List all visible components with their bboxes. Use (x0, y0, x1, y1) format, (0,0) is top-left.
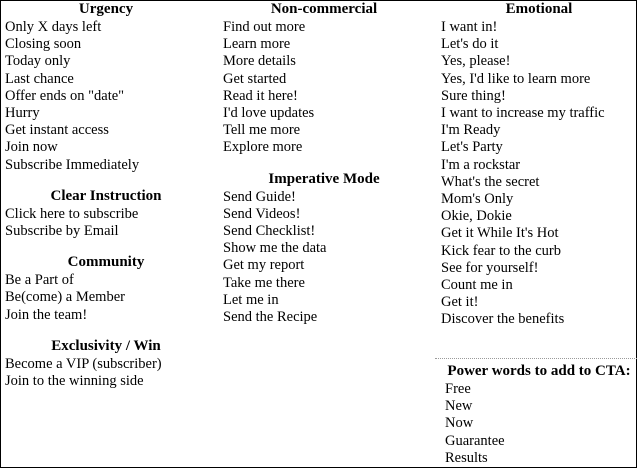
section-heading: Emotional (505, 1, 573, 17)
list-item: Send the Recipe (223, 309, 318, 326)
list-item: Offer ends on "date" (5, 87, 125, 104)
section-emotional (441, 1, 637, 329)
section-urgency (5, 1, 217, 174)
power-words-box (435, 358, 637, 467)
section-list (223, 19, 435, 157)
list-item: Get started (223, 70, 287, 87)
list-item: Subscribe Immediately (5, 156, 140, 173)
list-item: Send Videos! (223, 205, 301, 222)
list-item: Get it! (441, 294, 479, 311)
power-words-list (441, 381, 637, 467)
list-item: I'm Ready (441, 122, 501, 139)
list-item: I'm a rockstar (441, 156, 521, 173)
section-list (441, 19, 637, 329)
section-list (5, 356, 217, 390)
section-clear-instruction (5, 188, 217, 240)
section-heading: Imperative Mode (268, 170, 380, 187)
list-item: Show me the data (223, 240, 327, 257)
section-community (5, 254, 217, 324)
list-item: I want in! (441, 19, 498, 35)
list-item: Last chance (5, 70, 74, 87)
list-item: Kick fear to the curb (441, 242, 561, 259)
list-item: Join now (5, 139, 58, 156)
list-item: Be a Part of (5, 272, 74, 289)
list-item: Closing soon (5, 36, 82, 53)
section-heading: Community (67, 254, 145, 271)
list-item: Sure thing! (441, 87, 506, 104)
list-item: Get my report (223, 257, 305, 274)
list-item: Learn more (223, 36, 291, 53)
list-item: Now (445, 415, 474, 432)
column-left (1, 1, 217, 390)
section-imperative-mode (223, 171, 435, 327)
list-item: Hurry (5, 105, 40, 122)
list-item: I'd love updates (223, 105, 315, 122)
list-item: Yes, please! (441, 53, 511, 70)
list-item: New (445, 398, 473, 415)
section-list (5, 206, 217, 240)
list-item: Count me in (441, 277, 513, 294)
list-item: Guarantee (445, 432, 505, 449)
list-item: Today only (5, 53, 71, 70)
list-item: Okie, Dokie (441, 208, 512, 225)
section-heading: Exclusivity / Win (51, 337, 161, 354)
list-item: Subscribe by Email (5, 223, 119, 240)
section-heading: Urgency (78, 1, 134, 17)
list-item: Find out more (223, 19, 306, 35)
list-item: Let's Party (441, 139, 503, 156)
list-item: Explore more (223, 139, 303, 156)
list-item: What's the secret (441, 173, 540, 190)
list-item: Get instant access (5, 122, 109, 139)
column-right (435, 1, 637, 329)
section-heading: Clear Instruction (50, 187, 162, 204)
list-item: Join the team! (5, 306, 88, 323)
list-item: Read it here! (223, 87, 298, 104)
list-item: Join to the winning side (5, 373, 144, 390)
section-non-commercial (223, 1, 435, 157)
section-list (5, 19, 217, 174)
list-item: Results (445, 449, 488, 466)
power-words-heading: Power words to add to CTA: (447, 362, 631, 379)
list-item: Free (445, 380, 471, 397)
list-item: See for yourself! (441, 259, 539, 276)
list-item: Take me there (223, 274, 305, 291)
list-item: Only X days left (5, 19, 102, 35)
section-list (223, 189, 435, 327)
list-item: Click here to subscribe (5, 205, 139, 222)
section-heading: Non-commercial (270, 1, 378, 17)
list-item: I want to increase my traffic (441, 105, 605, 122)
list-item: Discover the benefits (441, 311, 565, 328)
column-middle (217, 1, 435, 326)
list-item: Tell me more (223, 122, 301, 139)
list-item: Send Checklist! (223, 223, 316, 240)
list-item: More details (223, 53, 296, 70)
list-item: Get it While It's Hot (441, 225, 559, 242)
section-list (5, 272, 217, 324)
list-item: Be(come) a Member (5, 289, 125, 306)
list-item: Let's do it (441, 36, 499, 53)
list-item: Mom's Only (441, 191, 514, 208)
list-item: Let me in (223, 291, 279, 308)
list-item: Become a VIP (subscriber) (5, 355, 162, 372)
list-item: Send Guide! (223, 188, 296, 205)
list-item: Yes, I'd like to learn more (441, 70, 591, 87)
section-exclusivity-win (5, 338, 217, 390)
